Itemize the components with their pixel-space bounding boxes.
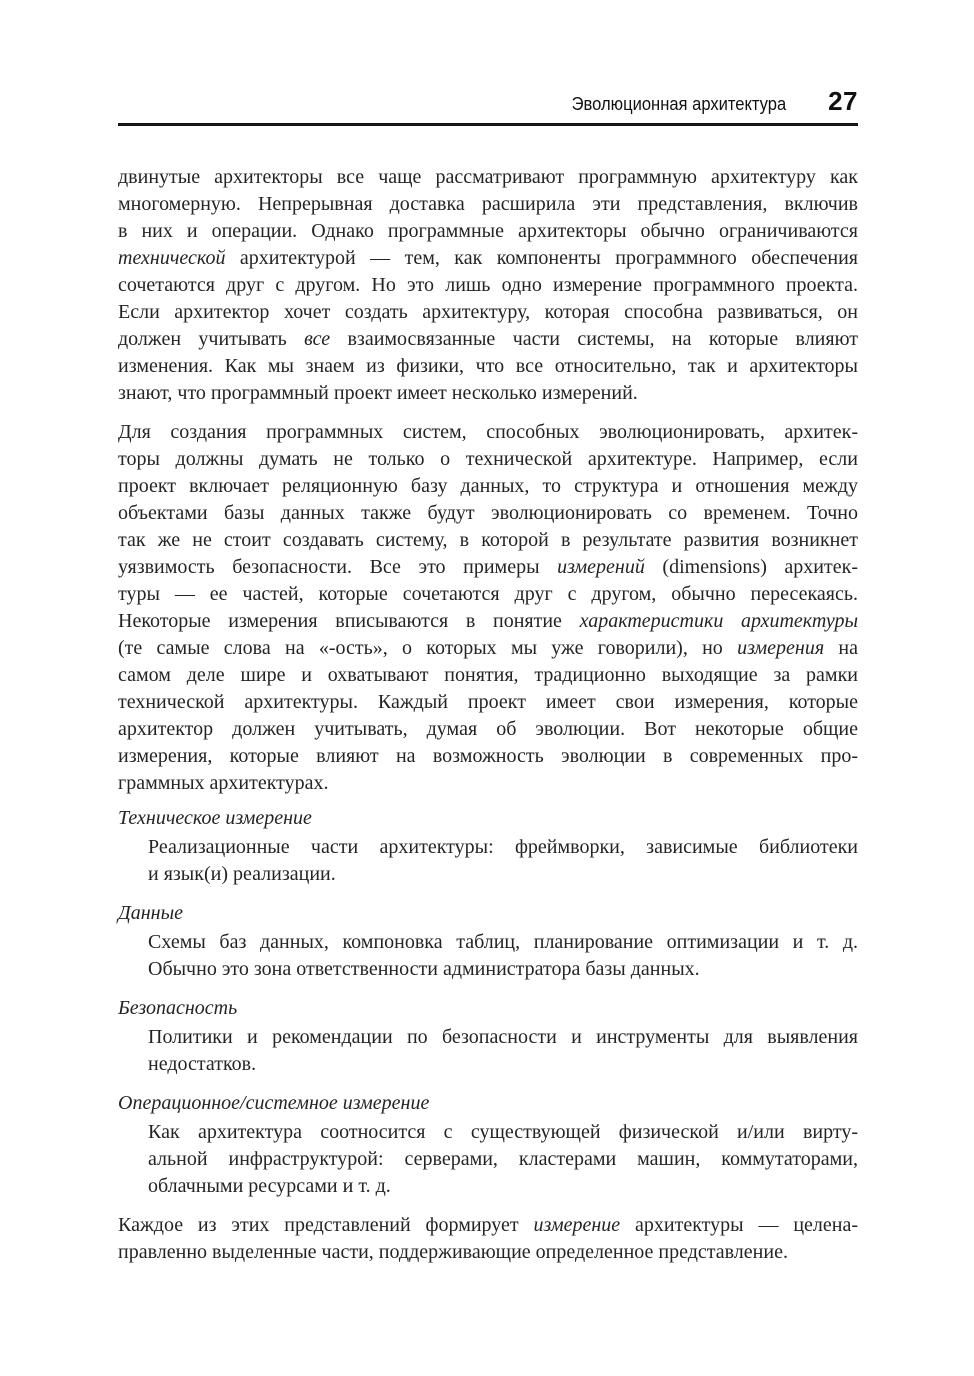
header-rule <box>118 123 858 126</box>
page-number: 27 <box>828 86 858 116</box>
definition-term-technical: Техническое измерение <box>118 807 312 829</box>
definition-body-operational <box>148 1119 858 1200</box>
definition-section-technical <box>118 805 858 888</box>
text-line: технической архитектуры. Каждый проект имеет свои измерения, которые <box>118 691 858 713</box>
text-line: проект включает реляционную базу данных, то структура и отношения между <box>118 475 858 497</box>
text-line: Обычно это зона ответственности администратора базы данных. <box>148 958 700 980</box>
text-line: архитектор должен учитывать, думая об эволюции. Вот некоторые общие <box>118 718 858 740</box>
text-line: технической архитектурой — тем, как компоненты программного обеспечения <box>118 247 858 269</box>
text-line: Реализационные части архитектуры: фреймворки, зависимые библиотеки <box>148 836 858 858</box>
definition-body-technical <box>148 834 858 888</box>
text-line: Политики и рекомендации по безопасности и инструменты для выявления <box>148 1026 858 1048</box>
text-line: многомерную. Непрерывная доставка расширила эти представления, включив <box>118 193 858 215</box>
running-header-title: Эволюционная архитектура <box>571 94 787 114</box>
text-line: сочетаются друг с другом. Но это лишь одно измерение программного проекта. <box>118 274 858 296</box>
text-line: Если архитектор хочет создать архитектуру, которая способна развиваться, он <box>118 301 858 323</box>
book-page <box>118 0 858 1266</box>
text-line: Некоторые измерения вписываются в понятие характеристики архитектуры <box>118 610 858 632</box>
closing-paragraph <box>118 1212 858 1266</box>
definition-section-operational <box>118 1090 858 1200</box>
definition-body-data <box>148 929 858 983</box>
text-line: объектами базы данных также будут эволюционировать со временем. Точно <box>118 502 858 524</box>
text-line: двинутые архитекторы все чаще рассматривают программную архитектуру как <box>118 166 858 188</box>
text-line: Каждое из этих представлений формирует измерение архитектуры — целена- <box>118 1214 858 1236</box>
text-line: так же не стоит создавать систему, в которой в результате развития возникнет <box>118 529 858 551</box>
definition-term-security: Безопасность <box>118 997 238 1019</box>
definition-section-security <box>118 995 858 1078</box>
text-line: и язык(и) реализации. <box>148 863 336 885</box>
text-line: измерения, которые влияют на возможность эволюции в современных про- <box>118 745 858 767</box>
text-line: Как архитектура соотносится с существующей физической и/или вирту- <box>148 1121 858 1143</box>
text-line: Схемы баз данных, компоновка таблиц, планирование оптимизации и т. д. <box>148 931 858 953</box>
definition-section-data <box>118 900 858 983</box>
text-line: изменения. Как мы знаем из физики, что все относительно, так и архитекторы <box>118 355 858 377</box>
text-line: Для создания программных систем, способных эволюционировать, архитек- <box>118 421 858 443</box>
definition-term-data: Данные <box>118 902 183 924</box>
definition-body-security <box>148 1024 858 1078</box>
text-line: облачными ресурсами и т. д. <box>148 1175 391 1197</box>
text-line: знают, что программный проект имеет несколько измерений. <box>118 382 638 404</box>
text-line: (те самые слова на «-ость», о которых мы уже говорили), но измерения на <box>118 637 858 659</box>
running-header <box>118 86 858 117</box>
text-line: правленно выделенные части, поддерживающие определенное представление. <box>118 1241 788 1263</box>
text-line: самом деле шире и охватывают понятия, традиционно выходящие за рамки <box>118 664 858 686</box>
text-line: торы должны думать не только о технической архитектуре. Например, если <box>118 448 858 470</box>
text-line: уязвимость безопасности. Все это примеры измерений (dimensions) архитек- <box>118 556 858 578</box>
text-line: должен учитывать все взаимосвязанные части системы, на которые влияют <box>118 328 858 350</box>
text-line: граммных архитектурах. <box>118 772 329 794</box>
text-line: альной инфраструктурой: серверами, кластерами машин, коммутаторами, <box>148 1148 858 1170</box>
paragraph-1 <box>118 164 858 407</box>
text-line: туры — ее частей, которые сочетаются друг с другом, обычно пересекаясь. <box>118 583 858 605</box>
text-line: недостатков. <box>148 1053 257 1075</box>
text-line: в них и операции. Однако программные архитекторы обычно ограничиваются <box>118 220 858 242</box>
paragraph-2 <box>118 419 858 797</box>
definition-term-operational: Операционное/системное измерение <box>118 1092 430 1114</box>
